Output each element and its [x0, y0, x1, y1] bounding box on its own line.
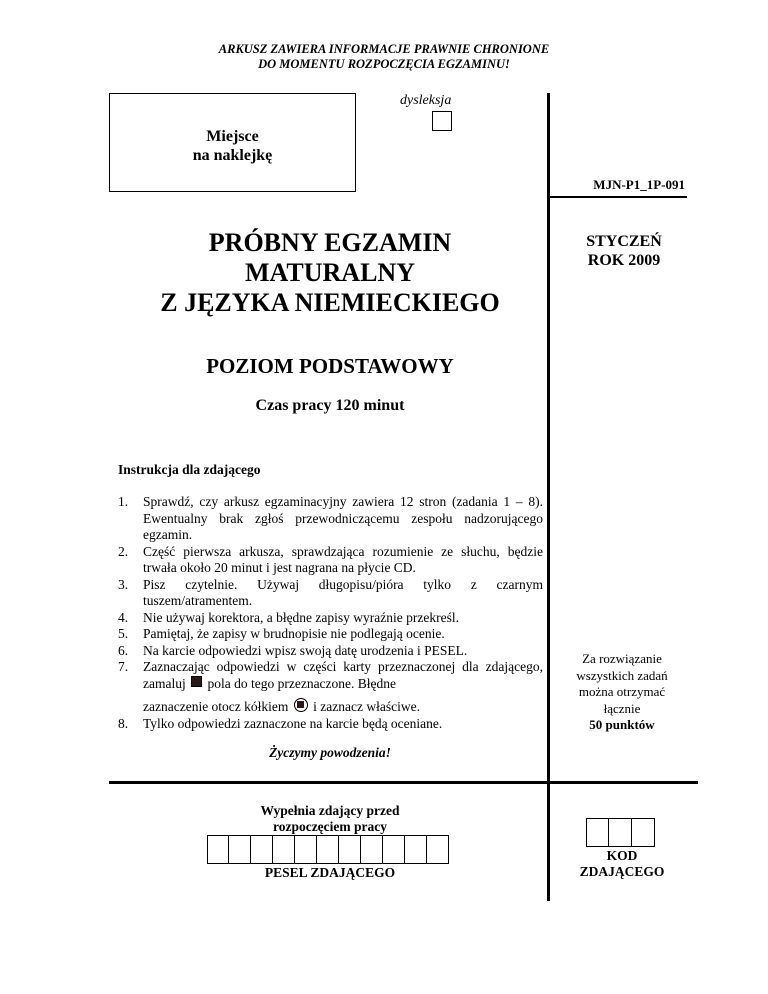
fill-label-line-1: Wypełnia zdający przed: [260, 803, 400, 818]
code-digit-box[interactable]: [609, 818, 632, 847]
code-digit-box[interactable]: [586, 818, 609, 847]
instruction-item: [118, 698, 543, 716]
instruction-text: Część pierwsza arkusza, sprawdzająca rozumienie ze słuchu, będzie trwała około 20 minut i jest nagrana na płycie CD.: [143, 543, 543, 575]
filled-square-icon: [191, 676, 202, 687]
instruction-number: 6.: [118, 642, 129, 658]
instruction-item: [118, 544, 543, 577]
exam-date-year: ROK 2009: [587, 252, 661, 269]
pesel-digit-box[interactable]: [405, 835, 427, 864]
points-line-1: Za rozwiązanie: [582, 651, 662, 666]
instructions-title: Instrukcja dla zdającego: [118, 462, 261, 477]
pesel-label: PESEL ZDAJĄCEGO: [264, 865, 396, 880]
pesel-digit-box[interactable]: [317, 835, 339, 864]
code-underline: [547, 196, 687, 198]
pesel-digit-box[interactable]: [427, 835, 449, 864]
points-line-4: łącznie: [603, 700, 641, 716]
instruction-item: [118, 577, 543, 610]
code-digit-box[interactable]: [632, 818, 655, 847]
instruction-item: [118, 643, 543, 660]
horizontal-divider: [109, 781, 698, 784]
instruction-item: [118, 610, 543, 627]
points-total: 50 punktów: [589, 717, 655, 732]
instruction-item: [118, 716, 543, 733]
good-luck-message: Życzymy powodzenia!: [269, 745, 391, 760]
instruction-number: 4.: [118, 609, 129, 625]
exam-level: POZIOM PODSTAWOWY: [206, 354, 454, 378]
fill-label-line-2: rozpoczęciem pracy: [272, 819, 388, 834]
dyslexia-checkbox[interactable]: [432, 111, 452, 131]
sticker-label-line-1: Miejsce: [206, 128, 259, 145]
legal-notice-line-2: DO MOMENTU ROZPOCZĘCIA EGZAMINU!: [258, 57, 510, 71]
pesel-digit-box[interactable]: [229, 835, 251, 864]
instruction-text: Tylko odpowiedzi zaznaczone na karcie będą oceniane.: [143, 715, 443, 731]
kod-label-line-1: KOD: [606, 848, 638, 863]
instruction-number: 2.: [118, 543, 129, 559]
exam-title-line-1: PRÓBNY EGZAMIN: [208, 228, 452, 257]
dyslexia-label: dysleksja: [400, 93, 452, 108]
instruction-text: Pamiętaj, że zapisy w brudnopisie nie podlegają ocenie.: [143, 626, 445, 641]
sticker-label: [109, 127, 356, 165]
pesel-digit-box[interactable]: [339, 835, 361, 864]
exam-title-line-2: MATURALNY: [245, 258, 415, 287]
circled-square-icon: [294, 698, 308, 712]
instruction-text-part-2: pola do tego przeznaczone. Błędne: [207, 675, 397, 691]
instruction-item: [118, 494, 543, 544]
instruction-number: 7.: [118, 659, 129, 674]
instruction-number: 1.: [118, 494, 129, 509]
exam-code: MJN-P1_1P-091: [593, 177, 685, 192]
instruction-item: [118, 626, 543, 643]
kod-label-line-2: ZDAJĄCEGO: [579, 864, 665, 879]
instruction-text: Sprawdź, czy arkusz egzaminacyjny zawiera 12 stron (zadania 1 – 8). Ewentualny brak zgłoś przewodniczącemu zespołu nadzorującego egzamin.: [143, 494, 543, 542]
instruction-text-part-3: zaznaczenie otocz kółkiem: [143, 699, 289, 714]
points-info: [560, 651, 684, 734]
instruction-number: 3.: [118, 576, 129, 592]
instruction-number: 5.: [118, 626, 129, 641]
pesel-digit-box[interactable]: [273, 835, 295, 864]
instruction-text-part-1: Zaznaczając odpowiedzi w części karty przeznaczonej dla zdającego, zamaluj: [143, 659, 543, 691]
exam-title-line-3: Z JĘZYKA NIEMIECKIEGO: [160, 288, 500, 317]
points-line-3: można otrzymać: [578, 684, 666, 699]
instruction-text-part-4: i zaznacz właściwe.: [313, 699, 420, 714]
pesel-digit-box[interactable]: [361, 835, 383, 864]
instruction-text: Pisz czytelnie. Używaj długopisu/pióra tylko z czarnym tuszem/atramentem.: [143, 576, 543, 608]
legal-notice: [0, 42, 768, 72]
exam-time: Czas pracy 120 minut: [255, 397, 405, 414]
legal-notice-line-1: ARKUSZ ZAWIERA INFORMACJE PRAWNIE CHRONIONE: [218, 42, 550, 56]
pesel-digit-box[interactable]: [295, 835, 317, 864]
instruction-item: [118, 659, 543, 692]
candidate-code-label: [560, 848, 684, 880]
pesel-digit-box[interactable]: [207, 835, 229, 864]
pesel-digit-box[interactable]: [383, 835, 405, 864]
points-line-2: wszystkich zadań: [576, 667, 668, 683]
instructions-list: [118, 494, 543, 732]
fill-by-candidate-label: [200, 803, 460, 835]
exam-date-month: STYCZEŃ: [586, 233, 662, 250]
instruction-number: 8.: [118, 715, 129, 731]
exam-date: [550, 232, 698, 270]
exam-title: [110, 228, 550, 318]
instruction-text: Nie używaj korektora, a błędne zapisy wyraźnie przekreśl.: [143, 609, 459, 625]
pesel-digit-box[interactable]: [251, 835, 273, 864]
vertical-divider: [547, 93, 550, 901]
instruction-text: Na karcie odpowiedzi wpisz swoją datę urodzenia i PESEL.: [143, 642, 468, 658]
sticker-label-line-2: na naklejkę: [192, 147, 273, 164]
